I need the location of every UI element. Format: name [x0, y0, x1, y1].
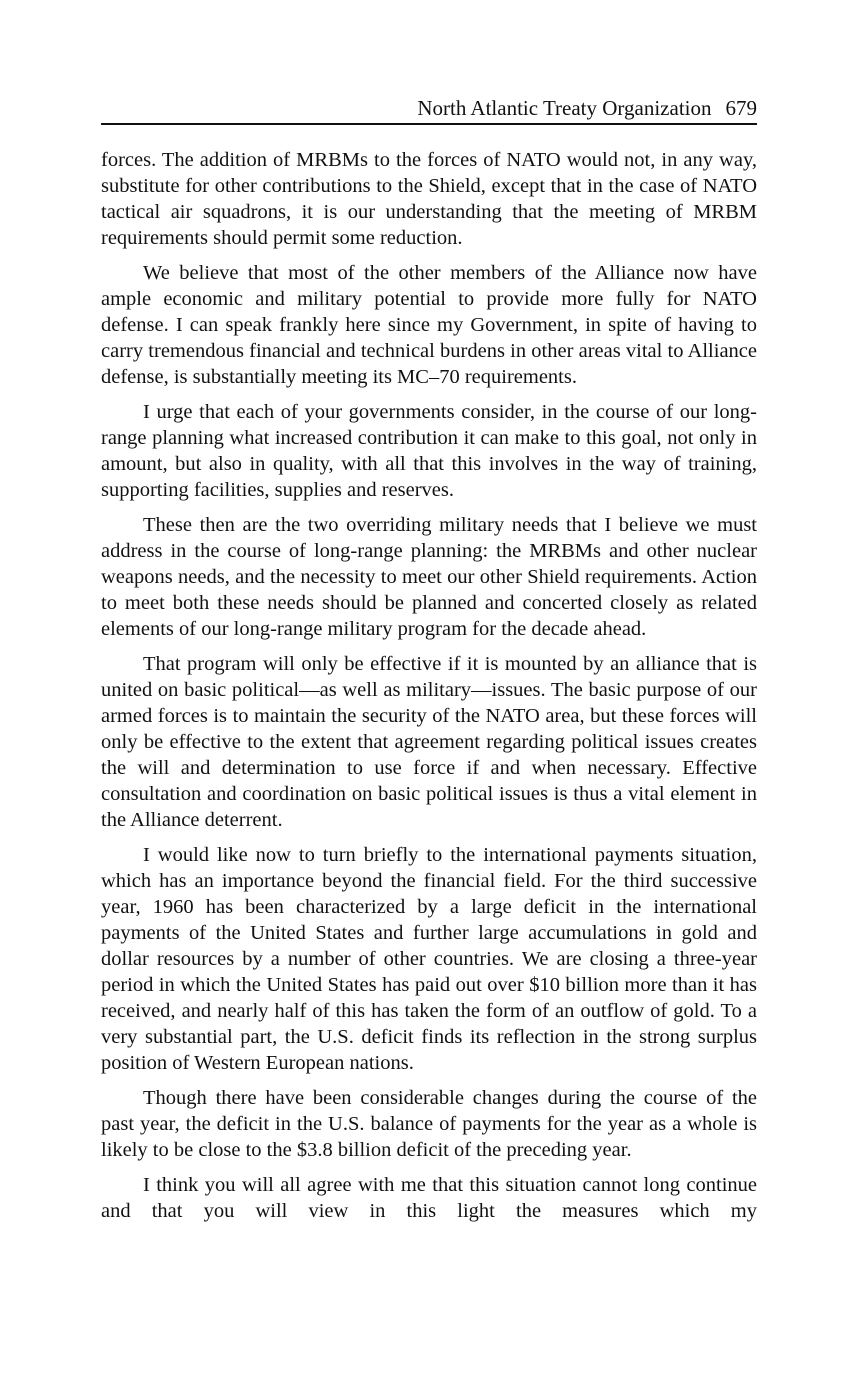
paragraph-4: These then are the two overriding military needs that I believe we must address in the course of long-range planning: the MRBMs and other nuclear weapons needs, and the necessity to meet our other Shield requirements. Action to meet both these needs should be planned and concerted closely as related elements of our long-range military program for the decade ahead. — [101, 514, 757, 640]
body-text — [101, 147, 757, 1233]
paragraph-6: I would like now to turn briefly to the international payments situation, which has an importance beyond the financial field. For the third successive year, 1960 has been characterized by a large deficit in the international payments of the United States and further large accumulations in gold and dollar resources by a number of other countries. We are closing a three-year period in which the United States has paid out over $10 billion more than it has received, and nearly half of this has taken the form of an outflow of gold. To a very substantial part, the U.S. deficit finds its reflection in the strong surplus position of Western European nations. — [101, 844, 757, 1074]
paragraph-3: I urge that each of your governments consider, in the course of our long-range planning what increased contribution it can make to this goal, not only in amount, but also in quality, with all that this involves in the way of training, supporting facilities, supplies and reserves. — [101, 401, 757, 501]
paragraph-8: I think you will all agree with me that this situation cannot long continue and that you will view in this light the measures which my — [101, 1174, 757, 1222]
running-header-title: North Atlantic Treaty Organization — [417, 96, 712, 120]
page-number: 679 — [725, 96, 757, 120]
paragraph-2: We believe that most of the other members of the Alliance now have ample economic and military potential to provide more fully for NATO defense. I can speak frankly here since my Government, in spite of having to carry tremendous financial and technical burdens in other areas vital to Alliance defense, is substantially meeting its MC–70 requirements. — [101, 262, 757, 388]
paragraph-7: Though there have been considerable changes during the course of the past year, the deficit in the U.S. balance of payments for the year as a whole is likely to be close to the $3.8 billion deficit of the preceding year. — [101, 1087, 757, 1161]
paragraph-5: That program will only be effective if it is mounted by an alliance that is united on basic political—as well as military—issues. The basic purpose of our armed forces is to maintain the security of the NATO area, but these forces will only be effective to the extent that agreement regarding political issues creates the will and determination to use force if and when necessary. Effective consultation and coordination on basic political issues is thus a vital element in the Alliance deterrent. — [101, 653, 757, 831]
paragraph-1: forces. The addition of MRBMs to the forces of NATO would not, in any way, substitute for other contributions to the Shield, except that in the case of NATO tactical air squadrons, it is our understanding that the meeting of MRBM requirements should permit some reduction. — [101, 149, 757, 249]
running-header — [101, 93, 757, 125]
